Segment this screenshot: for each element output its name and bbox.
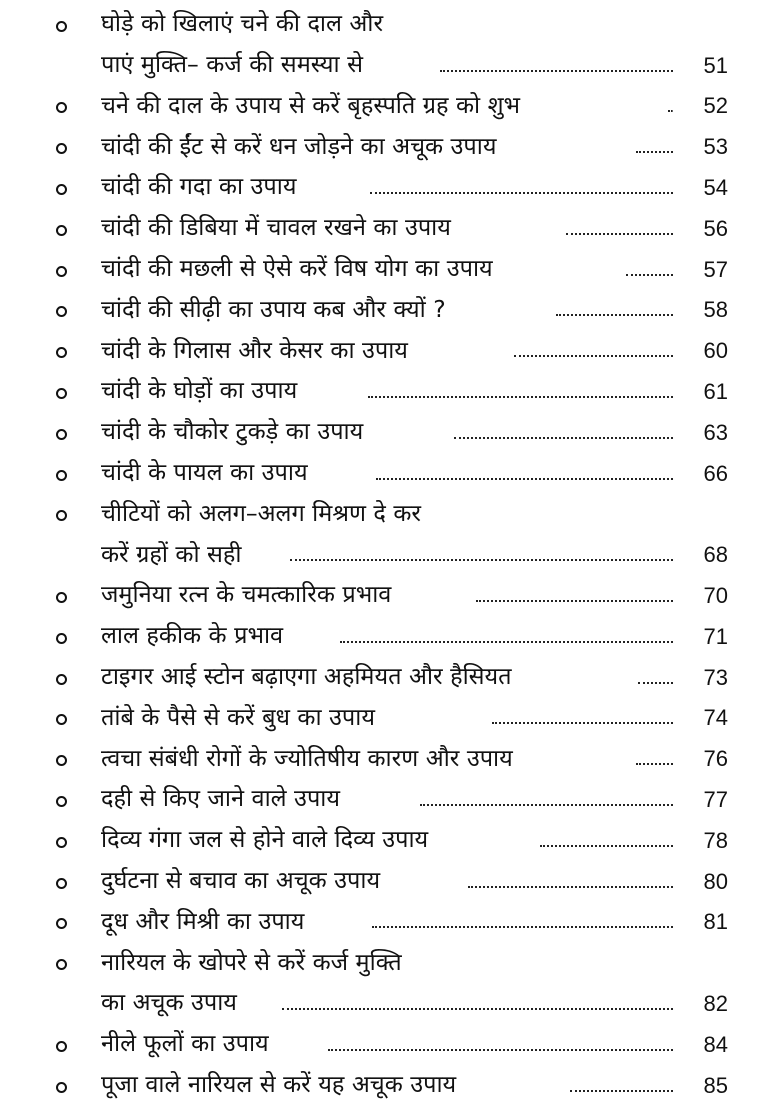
toc-line [0, 775, 780, 816]
bullet-icon [56, 306, 67, 317]
dot-leader [370, 192, 673, 194]
dot-leader [328, 1049, 673, 1051]
toc-line [0, 734, 780, 775]
dot-leader [540, 845, 673, 847]
dot-leader [376, 478, 673, 480]
dot-leader [368, 396, 673, 398]
toc-line [0, 612, 780, 653]
bullet-icon [56, 470, 67, 481]
entry-title: पूजा वाले नारियल से करें यह अचूक उपाय [101, 1070, 457, 1099]
entry-page: 54 [703, 174, 728, 200]
entry-title: दही से किए जाने वाले उपाय [101, 784, 341, 813]
dot-leader [468, 886, 673, 888]
entry-title: चांदी के घोड़ों का उपाय [101, 376, 298, 405]
entry-page: 66 [703, 460, 728, 486]
entry-page: 76 [703, 746, 728, 772]
bullet-icon [56, 510, 67, 521]
entry-title: त्वचा संबंधी रोगों के ज्योतिषीय कारण और उपाय [101, 743, 513, 772]
entry-title: करें ग्रहों को सही [101, 539, 242, 568]
bullet-icon [56, 878, 67, 889]
entry-page: 58 [703, 297, 728, 323]
bullet-icon [56, 918, 67, 929]
bullet-icon [56, 796, 67, 807]
bullet-icon [56, 184, 67, 195]
entry-page: 78 [703, 827, 728, 853]
entry-title: चांदी की सीढ़ी का उपाय कब और क्यों ? [101, 294, 446, 323]
entry-page: 61 [703, 378, 728, 404]
toc-line [0, 163, 780, 204]
dot-leader [440, 70, 673, 72]
entry-page: 57 [703, 256, 728, 282]
bullet-icon [56, 755, 67, 766]
dot-leader [514, 355, 673, 357]
entry-page: 82 [703, 990, 728, 1016]
bullet-icon [56, 388, 67, 399]
toc-line [0, 122, 780, 163]
dot-leader [636, 763, 673, 765]
entry-title: लाल हकीक के प्रभाव [101, 621, 284, 650]
entry-title: जमुनिया रत्न के चमत्कारिक प्रभाव [101, 580, 392, 609]
entry-page: 52 [703, 93, 728, 119]
dot-leader [570, 1090, 673, 1092]
toc-line [0, 694, 780, 735]
toc-line [0, 326, 780, 367]
toc-line [0, 41, 780, 82]
bullet-icon [56, 592, 67, 603]
entry-page: 71 [703, 623, 728, 649]
entry-page: 81 [703, 909, 728, 935]
toc-line [0, 816, 780, 857]
bullet-icon [56, 1082, 67, 1093]
entry-page: 68 [703, 542, 728, 568]
entry-title: चीटियों को अलग–अलग मिश्रण दे कर [101, 498, 422, 527]
dot-leader [638, 682, 673, 684]
toc-line [0, 490, 780, 531]
bullet-icon [56, 1041, 67, 1052]
dot-leader [340, 641, 673, 643]
entry-title: घोड़े को खिलाएं चने की दाल और [101, 9, 384, 38]
toc-line [0, 653, 780, 694]
bullet-icon [56, 959, 67, 970]
bullet-icon [56, 266, 67, 277]
entry-page: 63 [703, 419, 728, 445]
toc-line [0, 571, 780, 612]
toc-line [0, 1020, 780, 1061]
entry-page: 73 [703, 664, 728, 690]
dot-leader [668, 110, 673, 112]
dot-leader [626, 274, 673, 276]
dot-leader [636, 151, 673, 153]
bullet-icon [56, 143, 67, 154]
entry-title: चांदी की ईंट से करें धन जोड़ने का अचूक उपाय [101, 131, 497, 160]
toc-line [0, 979, 780, 1020]
entry-title: चने की दाल के उपाय से करें बृहस्पति ग्रह को शुभ [101, 90, 521, 119]
entry-title: चांदी के गिलास और केसर का उपाय [101, 335, 408, 364]
entry-title: पाएं मुक्ति– कर्ज की समस्या से [101, 50, 363, 79]
entry-title: चांदी की गदा का उपाय [101, 172, 297, 201]
entry-title: नीले फूलों का उपाय [101, 1029, 269, 1058]
dot-leader [420, 804, 673, 806]
dot-leader [476, 600, 673, 602]
entry-title: चांदी की डिबिया में चावल रखने का उपाय [101, 213, 451, 242]
bullet-icon [56, 674, 67, 685]
entry-title: नारियल के खोपरे से करें कर्ज मुक्ति [101, 947, 402, 976]
toc-line [0, 245, 780, 286]
dot-leader [372, 926, 673, 928]
bullet-icon [56, 837, 67, 848]
entry-title: चांदी के चौकोर टुकड़े का उपाय [101, 417, 364, 446]
dot-leader [556, 314, 673, 316]
toc-line [0, 408, 780, 449]
bullet-icon [56, 429, 67, 440]
entry-page: 84 [703, 1031, 728, 1057]
entry-page: 80 [703, 868, 728, 894]
entry-page: 56 [703, 215, 728, 241]
entry-title: चांदी के पायल का उपाय [101, 458, 308, 487]
toc-line [0, 367, 780, 408]
toc-line [0, 1061, 780, 1102]
dot-leader [454, 437, 673, 439]
dot-leader [492, 722, 673, 724]
dot-leader [290, 559, 673, 561]
entry-title: तांबे के पैसे से करें बुध का उपाय [101, 702, 375, 731]
toc-line [0, 530, 780, 571]
toc-line [0, 0, 780, 41]
entry-title: का अचूक उपाय [101, 988, 237, 1017]
entry-page: 85 [703, 1072, 728, 1098]
entry-page: 77 [703, 786, 728, 812]
dot-leader [566, 233, 673, 235]
entry-title: दिव्य गंगा जल से होने वाले दिव्य उपाय [101, 825, 429, 854]
entry-title: चांदी की मछली से ऐसे करें विष योग का उपाय [101, 254, 493, 283]
entry-page: 70 [703, 582, 728, 608]
toc-line [0, 857, 780, 898]
entry-page: 51 [703, 52, 728, 78]
toc-line [0, 449, 780, 490]
toc-line [0, 898, 780, 939]
toc-line [0, 938, 780, 979]
bullet-icon [56, 21, 67, 32]
toc-line [0, 82, 780, 123]
bullet-icon [56, 102, 67, 113]
toc-line [0, 286, 780, 327]
dot-leader [282, 1008, 673, 1010]
entry-page: 60 [703, 338, 728, 364]
entry-page: 74 [703, 705, 728, 731]
bullet-icon [56, 714, 67, 725]
bullet-icon [56, 347, 67, 358]
entry-title: दूध और मिश्री का उपाय [101, 906, 305, 935]
toc-line [0, 204, 780, 245]
bullet-icon [56, 225, 67, 236]
entry-title: टाइगर आई स्टोन बढ़ाएगा अहमियत और हैसियत [101, 662, 512, 691]
entry-page: 53 [703, 134, 728, 160]
bullet-icon [56, 633, 67, 644]
entry-title: दुर्घटना से बचाव का अचूक उपाय [101, 866, 381, 895]
